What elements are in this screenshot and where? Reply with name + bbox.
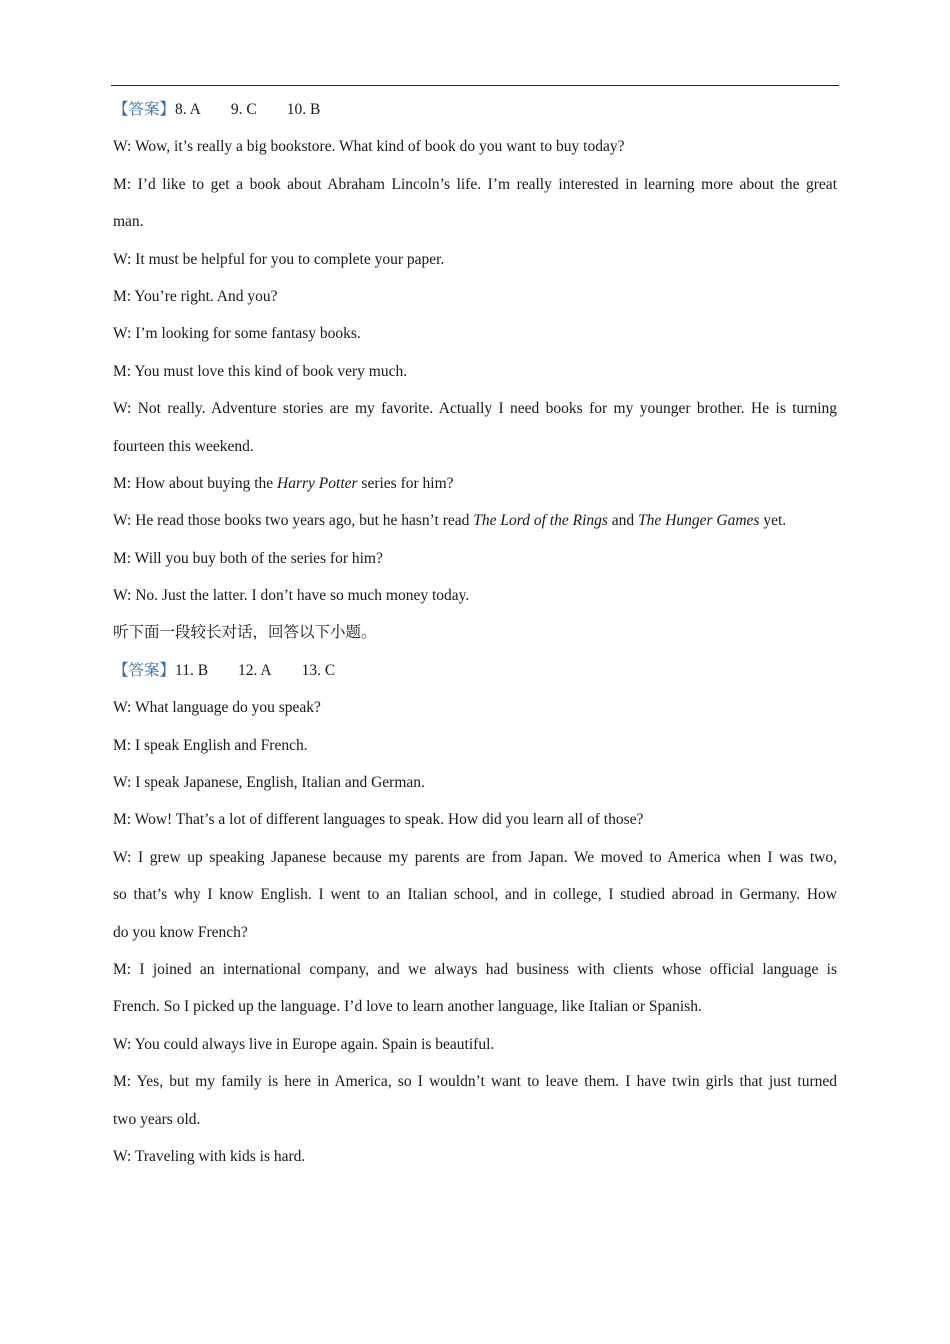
text-segment: and [607,512,639,530]
text-segment: series for him? [357,474,454,492]
dialogue-line: M: Will you buy both of the series for him? [113,549,383,567]
answer-item: 13. C [301,661,336,679]
answer-item: 8. A [175,101,201,118]
dialogue-line: W: I grew up speaking Japanese because my parents are from Japan. We moved to America when I was two, [113,848,837,866]
book-title: Harry Potter [277,474,358,492]
header-rule [111,85,839,86]
dialogue-line: M: I’d like to get a book about Abraham Lincoln’s life. I’m really interested in learning more about the great [113,175,837,193]
dialogue-line: two years old. [113,1110,201,1128]
dialogue-line: W: You could always live in Europe again. Spain is beautiful. [113,1035,495,1053]
dialogue-line: do you know French? [113,923,248,941]
dialogue-line: M: You must love this kind of book very much. [113,362,408,380]
text-segment: yet. [759,512,787,530]
dialogue-line: M: Yes, but my family is here in America, so I wouldn’t want to leave them. I have twin girls that just turned [113,1073,837,1091]
dialogue-line: W: Traveling with kids is hard. [113,1147,306,1165]
dialogue-line-harry-potter [113,465,837,502]
dialogue-line: M: I joined an international company, and we always had business with clients whose official language is [113,960,837,978]
dialogue-line: W: I’m looking for some fantasy books. [113,325,361,343]
book-title: The Hunger Games [638,512,760,530]
dialogue-line: so that’s why I know English. I went to an Italian school, and in college, I studied abroad in Germany. How [113,886,837,904]
dialogue-line: French. So I picked up the language. I’d love to learn another language, like Italian or Spanish. [113,998,702,1016]
answer-line-2 [113,652,837,689]
dialogue-line: W: It must be helpful for you to complete your paper. [113,250,445,268]
dialogue-line: W: Not really. Adventure stories are my favorite. Actually I need books for my younger brother. He is turning [113,400,837,418]
answer-line-1 [113,91,837,128]
dialogue-line-book-titles [113,502,837,539]
document-body [113,91,837,1175]
dialogue-line: W: Wow, it’s really a big bookstore. What kind of book do you want to buy today? [113,138,625,156]
answer-item: 9. C [230,101,257,118]
book-title: The Lord of the Rings [473,512,608,530]
answer-item: 10. B [286,101,321,118]
answer-tag: 【答案】 [113,661,176,679]
answer-item: 12. A [238,661,272,679]
dialogue-line: W: I speak Japanese, English, Italian and German. [113,774,425,792]
instruction-line: 听下面一段较长对话，回答以下小题。 [113,624,377,642]
dialogue-line: M: You’re right. And you? [113,287,278,305]
answer-item: 11. B [175,661,209,679]
dialogue-line: W: What language do you speak? [113,699,321,717]
answer-tag: 【答案】 [113,101,176,118]
dialogue-line: fourteen this weekend. [113,437,254,455]
text-segment: W: He read those books two years ago, but he hasn’t read [113,512,474,530]
dialogue-line: M: I speak English and French. [113,736,308,754]
text-segment: M: How about buying the [113,474,278,492]
dialogue-line: W: No. Just the latter. I don’t have so much money today. [113,587,470,605]
dialogue-line: M: Wow! That’s a lot of different languages to speak. How did you learn all of those? [113,811,644,829]
dialogue-line: man. [113,213,144,231]
